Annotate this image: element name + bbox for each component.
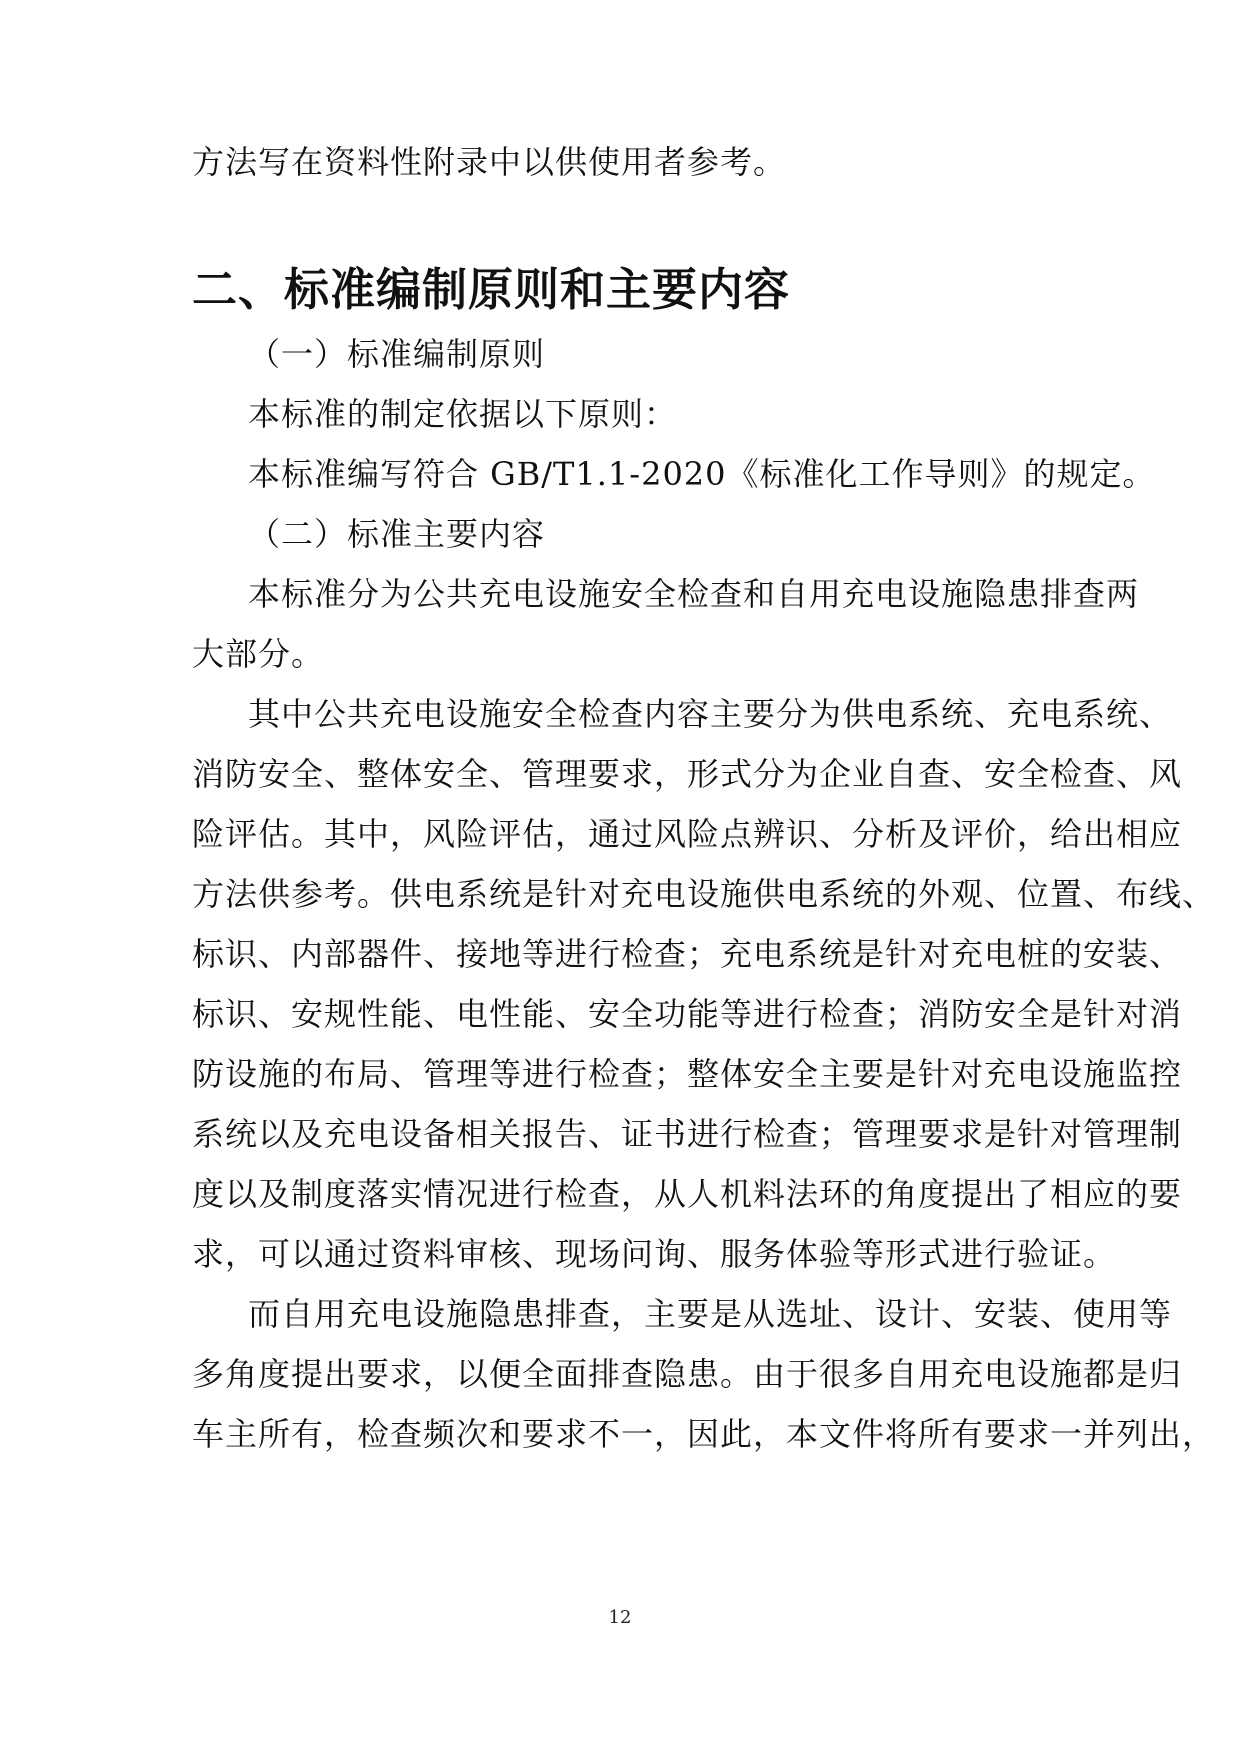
paragraph-line: 标识、内部器件、接地等进行检查；充电系统是针对充电桩的安装、 [192, 935, 1183, 973]
principle-text: 本标准编写符合 GB/T1.1-2020《标准化工作导则》的规定。 [248, 455, 1156, 493]
paragraph-line: 险评估。其中，风险评估，通过风险点辨识、分析及评价，给出相应 [192, 815, 1183, 853]
paragraph-line: 消防安全、整体安全、管理要求，形式分为企业自查、安全检查、风 [192, 755, 1183, 793]
paragraph-line: 系统以及充电设备相关报告、证书进行检查；管理要求是针对管理制 [192, 1115, 1183, 1153]
section-heading: 二、标准编制原则和主要内容 [192, 263, 791, 316]
subsection-title-principles: （一）标准编制原则 [248, 335, 546, 373]
paragraph-line: 标识、安规性能、电性能、安全功能等进行检查；消防安全是针对消 [192, 995, 1183, 1033]
paragraph-line: 大部分。 [192, 635, 325, 673]
paragraph-line: 其中公共充电设施安全检查内容主要分为供电系统、充电系统、 [248, 695, 1173, 733]
paragraph-line: 本标准分为公共充电设施安全检查和自用充电设施隐患排查两 [248, 575, 1140, 613]
paragraph-line: 车主所有，检查频次和要求不一，因此，本文件将所有要求一并列出， [192, 1415, 1216, 1453]
page-number: 12 [608, 1607, 632, 1628]
principle-intro: 本标准的制定依据以下原则： [248, 395, 678, 433]
paragraph-line: 方法供参考。供电系统是针对充电设施供电系统的外观、位置、布线、 [192, 875, 1216, 913]
subsection-title-content: （二）标准主要内容 [248, 515, 546, 553]
paragraph-line: 而自用充电设施隐患排查，主要是从选址、设计、安装、使用等 [248, 1295, 1173, 1333]
paragraph-line: 求，可以通过资料审核、现场问询、服务体验等形式进行验证。 [192, 1235, 1117, 1273]
paragraph-line: 多角度提出要求，以便全面排查隐患。由于很多自用充电设施都是归 [192, 1355, 1183, 1393]
intro-line: 方法写在资料性附录中以供使用者参考。 [192, 143, 787, 181]
paragraph-line: 防设施的布局、管理等进行检查；整体安全主要是针对充电设施监控 [192, 1055, 1183, 1093]
paragraph-line: 度以及制度落实情况进行检查，从人机料法环的角度提出了相应的要 [192, 1175, 1183, 1213]
